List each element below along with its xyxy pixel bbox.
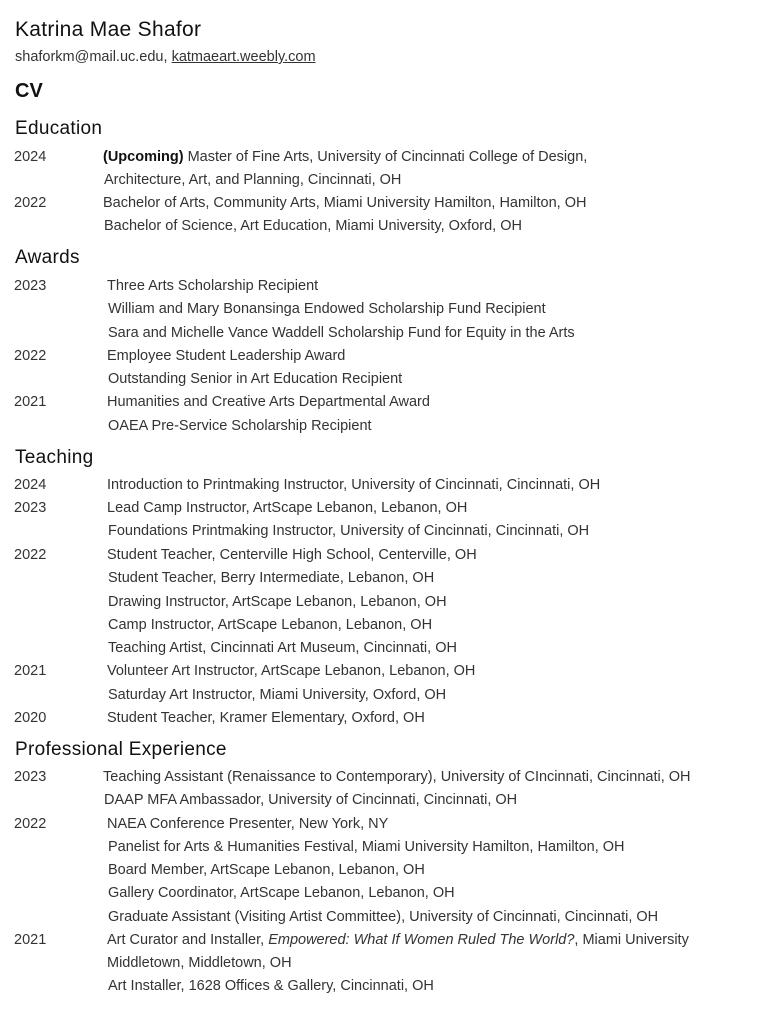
teaching-entry: Camp Instructor, ArtScape Lebanon, Lebanon, OH [108,617,433,633]
experience-entry-text: , Miami University [574,932,689,948]
document-title: CV [15,80,43,102]
award-entry: Employee Student Leadership Award [107,348,346,364]
experience-entry: DAAP MFA Ambassador, University of Cincinnati, Cincinnati, OH [104,792,518,808]
teaching-entry: Drawing Instructor, ArtScape Lebanon, Lebanon, OH [108,594,447,610]
education-entry [103,149,587,165]
education-entry-continued: Architecture, Art, and Planning, Cincinnati, OH [104,172,402,188]
award-entry: Outstanding Senior in Art Education Recipient [108,371,403,387]
experience-entry: Board Member, ArtScape Lebanon, Lebanon, OH [108,862,425,878]
section-heading-awards: Awards [15,247,80,268]
experience-entry-text: Art Curator and Installer, [107,932,269,948]
year-label: 2021 [14,394,47,410]
year-label: 2022 [14,195,47,211]
year-label: 2021 [14,932,47,948]
teaching-entry: Volunteer Art Instructor, ArtScape Lebanon, Lebanon, OH [107,663,476,679]
award-entry: Three Arts Scholarship Recipient [107,278,319,294]
applicant-name: Katrina Mae Shafor [15,18,202,41]
upcoming-tag: (Upcoming) [103,149,184,165]
education-entry-text: Master of Fine Arts, University of Cincinnati College of Design, [183,149,588,165]
experience-entry [107,932,689,948]
award-entry: William and Mary Bonansinga Endowed Scholarship Fund Recipient [108,301,546,317]
section-heading-professional-experience: Professional Experience [15,739,227,760]
section-heading-education: Education [15,118,103,139]
year-label: 2020 [14,710,47,726]
award-entry: Sara and Michelle Vance Waddell Scholarship Fund for Equity in the Arts [108,325,575,341]
teaching-entry: Student Teacher, Centerville High School, Centerville, OH [107,547,477,563]
teaching-entry: Foundations Printmaking Instructor, University of Cincinnati, Cincinnati, OH [108,523,590,539]
email-text: shaforkm@mail.uc.edu, [15,49,168,65]
experience-entry: Gallery Coordinator, ArtScape Lebanon, Lebanon, OH [108,885,455,901]
experience-entry-continued: Middletown, Middletown, OH [107,955,292,971]
year-label: 2022 [14,816,47,832]
experience-entry: Graduate Assistant (Visiting Artist Committee), University of Cincinnati, Cincinnati, OH [108,909,659,925]
teaching-entry: Teaching Artist, Cincinnati Art Museum, Cincinnati, OH [108,640,457,656]
year-label: 2021 [14,663,47,679]
award-entry: OAEA Pre-Service Scholarship Recipient [108,418,372,434]
award-entry: Humanities and Creative Arts Departmental Award [107,394,430,410]
teaching-entry: Student Teacher, Kramer Elementary, Oxford, OH [107,710,425,726]
year-label: 2024 [14,477,47,493]
year-label: 2023 [14,278,47,294]
education-entry: Bachelor of Science, Art Education, Miami University, Oxford, OH [104,218,522,234]
teaching-entry: Introduction to Printmaking Instructor, University of Cincinnati, Cincinnati, OH [107,477,601,493]
year-label: 2022 [14,547,47,563]
year-label: 2024 [14,149,47,165]
website-link[interactable]: katmaeart.weebly.com [171,49,316,65]
experience-entry: NAEA Conference Presenter, New York, NY [107,816,389,832]
experience-entry: Panelist for Arts & Humanities Festival, Miami University Hamilton, Hamilton, OH [108,839,625,855]
year-label: 2022 [14,348,47,364]
education-entry: Bachelor of Arts, Community Arts, Miami University Hamilton, Hamilton, OH [103,195,587,211]
experience-entry: Art Installer, 1628 Offices & Gallery, Cincinnati, OH [108,978,434,994]
contact-line [15,49,316,65]
year-label: 2023 [14,769,47,785]
teaching-entry: Saturday Art Instructor, Miami University, Oxford, OH [108,687,447,703]
exhibition-title: Empowered: What If Women Ruled The World? [268,932,575,948]
teaching-entry: Lead Camp Instructor, ArtScape Lebanon, Lebanon, OH [107,500,468,516]
experience-entry: Teaching Assistant (Renaissance to Contemporary), University of CIncinnati, Cincinnati, OH [103,769,691,785]
teaching-entry: Student Teacher, Berry Intermediate, Lebanon, OH [108,570,435,586]
year-label: 2023 [14,500,47,516]
section-heading-teaching: Teaching [15,447,94,468]
